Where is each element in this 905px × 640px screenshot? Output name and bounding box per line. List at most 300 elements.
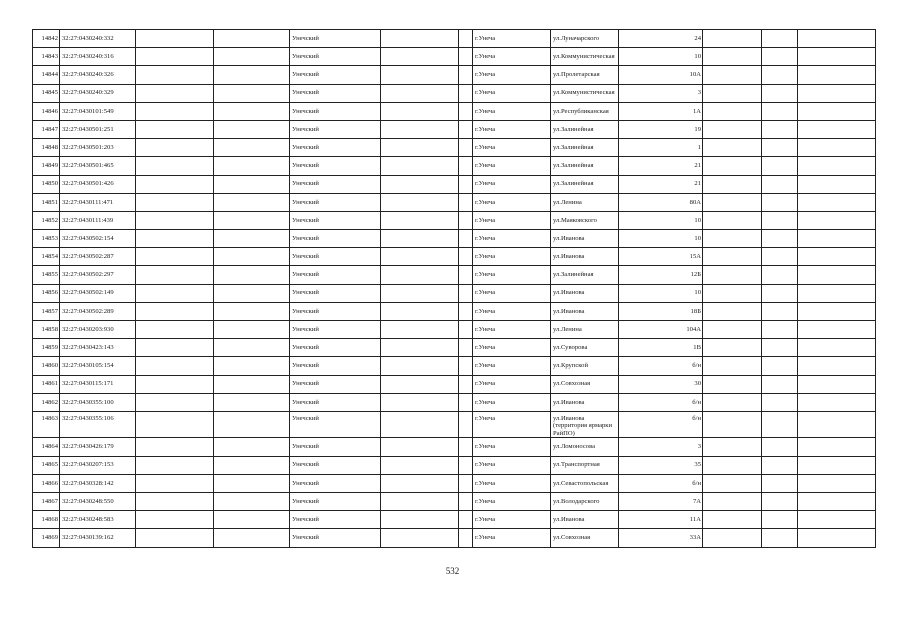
cell-empty [381, 493, 459, 511]
cell-empty [381, 456, 459, 474]
cell-cadastral-number: 32:27:0430248:550 [60, 493, 136, 511]
cell-empty [136, 102, 214, 120]
cell-empty [703, 302, 762, 320]
cell-town: г.Унеча [473, 393, 551, 411]
table-row [33, 302, 876, 320]
cell-empty [798, 474, 876, 492]
cell-row-number: 14865 [33, 456, 60, 474]
cell-empty [459, 411, 473, 438]
cell-empty [214, 30, 290, 48]
cell-house-number: 33А [619, 529, 703, 547]
cell-row-number: 14863 [33, 411, 60, 438]
cell-street: ул.Ломоносова [551, 438, 619, 456]
cell-empty [459, 511, 473, 529]
cell-empty [798, 493, 876, 511]
cell-empty [459, 375, 473, 393]
cell-empty [136, 66, 214, 84]
table-row [33, 175, 876, 193]
cell-district: Унечский [290, 84, 381, 102]
cell-district: Унечский [290, 193, 381, 211]
cell-empty [703, 493, 762, 511]
cell-town: г.Унеча [473, 284, 551, 302]
cell-empty [214, 66, 290, 84]
cell-street: ул.Совхозная [551, 529, 619, 547]
cell-empty [459, 266, 473, 284]
cell-district: Унечский [290, 321, 381, 339]
cell-empty [459, 438, 473, 456]
cell-house-number: 24 [619, 30, 703, 48]
cell-empty [762, 339, 798, 357]
cell-empty [798, 230, 876, 248]
cell-empty [381, 175, 459, 193]
cell-empty [214, 493, 290, 511]
cell-empty [214, 120, 290, 138]
cell-cadastral-number: 32:27:0430502:289 [60, 302, 136, 320]
table-row [33, 529, 876, 547]
cell-empty [762, 30, 798, 48]
register-body [33, 30, 876, 548]
cell-district: Унечский [290, 339, 381, 357]
cell-town: г.Унеча [473, 157, 551, 175]
cell-empty [214, 157, 290, 175]
cell-street: ул.Залинейная [551, 139, 619, 157]
cell-cadastral-number: 32:27:0430101:549 [60, 102, 136, 120]
cell-district: Унечский [290, 175, 381, 193]
cell-empty [214, 511, 290, 529]
cell-empty [381, 357, 459, 375]
cell-empty [381, 411, 459, 438]
cell-town: г.Унеча [473, 230, 551, 248]
cell-town: г.Унеча [473, 357, 551, 375]
cell-town: г.Унеча [473, 302, 551, 320]
cell-empty [703, 511, 762, 529]
cell-empty [214, 529, 290, 547]
cell-empty [762, 357, 798, 375]
cell-street: ул.Ленина [551, 321, 619, 339]
cell-row-number: 14851 [33, 193, 60, 211]
cell-town: г.Унеча [473, 30, 551, 48]
cell-district: Унечский [290, 102, 381, 120]
cell-empty [798, 157, 876, 175]
cell-row-number: 14850 [33, 175, 60, 193]
cell-row-number: 14856 [33, 284, 60, 302]
cell-empty [459, 102, 473, 120]
table-row [33, 230, 876, 248]
cell-row-number: 14864 [33, 438, 60, 456]
cell-empty [459, 284, 473, 302]
cell-district: Унечский [290, 474, 381, 492]
cell-empty [703, 284, 762, 302]
cell-empty [703, 438, 762, 456]
cell-district: Унечский [290, 411, 381, 438]
cell-row-number: 14847 [33, 120, 60, 138]
cell-empty [703, 248, 762, 266]
cell-empty [459, 339, 473, 357]
cell-row-number: 14857 [33, 302, 60, 320]
register-table [32, 29, 876, 548]
cell-empty [459, 474, 473, 492]
cell-empty [798, 302, 876, 320]
cell-town: г.Унеча [473, 139, 551, 157]
cell-empty [136, 375, 214, 393]
cell-cadastral-number: 32:27:0430328:142 [60, 474, 136, 492]
cell-house-number: 3 [619, 438, 703, 456]
cell-town: г.Унеча [473, 84, 551, 102]
table-row [33, 321, 876, 339]
cell-empty [762, 321, 798, 339]
cell-empty [214, 84, 290, 102]
cell-house-number: б/н [619, 411, 703, 438]
cell-empty [381, 375, 459, 393]
cell-empty [459, 48, 473, 66]
cell-house-number: 35 [619, 456, 703, 474]
table-row [33, 248, 876, 266]
cell-empty [381, 139, 459, 157]
cell-empty [381, 284, 459, 302]
cell-house-number: 10 [619, 48, 703, 66]
cell-cadastral-number: 32:27:0430426:179 [60, 438, 136, 456]
cell-empty [136, 230, 214, 248]
cell-district: Унечский [290, 493, 381, 511]
cell-empty [798, 411, 876, 438]
cell-street: ул.Суворова [551, 339, 619, 357]
cell-empty [703, 474, 762, 492]
cell-street: ул.Иванова [551, 284, 619, 302]
cell-district: Унечский [290, 30, 381, 48]
cell-cadastral-number: 32:27:0430207:153 [60, 456, 136, 474]
cell-town: г.Унеча [473, 438, 551, 456]
cell-empty [798, 193, 876, 211]
cell-empty [459, 175, 473, 193]
cell-row-number: 14861 [33, 375, 60, 393]
cell-empty [703, 339, 762, 357]
cell-house-number: 30 [619, 375, 703, 393]
cell-house-number: 10 [619, 230, 703, 248]
cell-district: Унечский [290, 157, 381, 175]
cell-empty [136, 284, 214, 302]
cell-empty [459, 157, 473, 175]
cell-district: Унечский [290, 302, 381, 320]
cell-empty [762, 193, 798, 211]
table-row [33, 375, 876, 393]
cell-street: ул.Залинейная [551, 157, 619, 175]
cell-empty [136, 511, 214, 529]
cell-house-number: 1 [619, 139, 703, 157]
cell-district: Унечский [290, 529, 381, 547]
table-row [33, 411, 876, 438]
cell-empty [762, 511, 798, 529]
cell-house-number: 7А [619, 493, 703, 511]
cell-empty [381, 474, 459, 492]
cell-empty [459, 211, 473, 229]
cell-house-number: 21 [619, 157, 703, 175]
cell-empty [703, 211, 762, 229]
cell-street: ул.Коммунистическая [551, 48, 619, 66]
cell-empty [762, 211, 798, 229]
cell-empty [762, 302, 798, 320]
cell-empty [214, 375, 290, 393]
cell-empty [136, 139, 214, 157]
cell-cadastral-number: 32:27:0430355:106 [60, 411, 136, 438]
cell-street: ул.Иванова [551, 302, 619, 320]
cell-empty [703, 120, 762, 138]
cell-empty [214, 139, 290, 157]
cell-district: Унечский [290, 357, 381, 375]
cell-empty [798, 120, 876, 138]
cell-empty [762, 456, 798, 474]
cell-empty [798, 393, 876, 411]
cell-empty [136, 175, 214, 193]
cell-empty [762, 175, 798, 193]
cell-empty [214, 393, 290, 411]
cell-empty [136, 321, 214, 339]
cell-street: ул.Иванова [551, 393, 619, 411]
cell-empty [703, 393, 762, 411]
cell-empty [459, 357, 473, 375]
cell-empty [762, 493, 798, 511]
cell-row-number: 14845 [33, 84, 60, 102]
table-row [33, 357, 876, 375]
cell-empty [762, 438, 798, 456]
cell-empty [214, 211, 290, 229]
cell-empty [762, 230, 798, 248]
cell-empty [381, 438, 459, 456]
cell-empty [762, 248, 798, 266]
cell-row-number: 14849 [33, 157, 60, 175]
cell-cadastral-number: 32:27:0430203:930 [60, 321, 136, 339]
cell-street: ул.Ленина [551, 193, 619, 211]
cell-empty [381, 84, 459, 102]
cell-empty [703, 102, 762, 120]
cell-house-number: б/н [619, 393, 703, 411]
cell-empty [459, 321, 473, 339]
cell-house-number: 12Б [619, 266, 703, 284]
cell-empty [381, 66, 459, 84]
cell-district: Унечский [290, 211, 381, 229]
cell-house-number: 11А [619, 511, 703, 529]
table-row [33, 438, 876, 456]
cell-house-number: 19 [619, 120, 703, 138]
cell-empty [762, 375, 798, 393]
cell-row-number: 14846 [33, 102, 60, 120]
cell-cadastral-number: 32:27:0430111:439 [60, 211, 136, 229]
cell-street: ул.Иванова (территория ярмарки РайПО) [551, 411, 619, 438]
cell-empty [798, 266, 876, 284]
cell-empty [459, 230, 473, 248]
cell-empty [762, 84, 798, 102]
cell-empty [459, 456, 473, 474]
cell-empty [381, 339, 459, 357]
cell-empty [798, 456, 876, 474]
cell-empty [214, 102, 290, 120]
cell-street: ул.Иванова [551, 511, 619, 529]
cell-empty [703, 66, 762, 84]
cell-town: г.Унеча [473, 193, 551, 211]
cell-street: ул.Иванова [551, 248, 619, 266]
cell-empty [381, 302, 459, 320]
cell-empty [459, 302, 473, 320]
cell-town: г.Унеча [473, 511, 551, 529]
cell-district: Унечский [290, 139, 381, 157]
cell-empty [703, 357, 762, 375]
cell-empty [762, 529, 798, 547]
cell-town: г.Унеча [473, 175, 551, 193]
cell-empty [459, 393, 473, 411]
cell-house-number: 18Б [619, 302, 703, 320]
cell-town: г.Унеча [473, 456, 551, 474]
cell-empty [798, 438, 876, 456]
cell-street: ул.Иванова [551, 230, 619, 248]
cell-cadastral-number: 32:27:0430240:326 [60, 66, 136, 84]
cell-house-number: 10 [619, 211, 703, 229]
cell-empty [214, 302, 290, 320]
cell-empty [459, 66, 473, 84]
cell-empty [798, 357, 876, 375]
cell-empty [798, 284, 876, 302]
cell-empty [381, 321, 459, 339]
cell-district: Унечский [290, 230, 381, 248]
cell-row-number: 14842 [33, 30, 60, 48]
table-row [33, 284, 876, 302]
cell-cadastral-number: 32:27:0430502:154 [60, 230, 136, 248]
cell-empty [381, 48, 459, 66]
cell-empty [703, 456, 762, 474]
cell-town: г.Унеча [473, 120, 551, 138]
cell-empty [798, 321, 876, 339]
cell-district: Унечский [290, 375, 381, 393]
cell-empty [214, 175, 290, 193]
cell-cadastral-number: 32:27:0430501:251 [60, 120, 136, 138]
cell-town: г.Унеча [473, 339, 551, 357]
cell-street: ул.Залинейная [551, 266, 619, 284]
cell-cadastral-number: 32:27:0430501:203 [60, 139, 136, 157]
cell-cadastral-number: 32:27:0430423:143 [60, 339, 136, 357]
page-number: 532 [445, 566, 460, 576]
table-row [33, 339, 876, 357]
cell-empty [136, 357, 214, 375]
cell-house-number: 104А [619, 321, 703, 339]
cell-empty [381, 30, 459, 48]
cell-empty [214, 411, 290, 438]
cell-empty [798, 48, 876, 66]
cell-district: Унечский [290, 284, 381, 302]
cell-empty [136, 493, 214, 511]
cell-empty [381, 157, 459, 175]
cell-house-number: 1А [619, 102, 703, 120]
cell-town: г.Унеча [473, 474, 551, 492]
cell-town: г.Унеча [473, 375, 551, 393]
cell-empty [762, 284, 798, 302]
cell-town: г.Унеча [473, 529, 551, 547]
cell-town: г.Унеча [473, 493, 551, 511]
cell-cadastral-number: 32:27:0430240:316 [60, 48, 136, 66]
cell-empty [703, 411, 762, 438]
cell-street: ул.Крупской [551, 357, 619, 375]
cell-street: ул.Володарского [551, 493, 619, 511]
cell-empty [703, 84, 762, 102]
cell-street: ул.Пролетарская [551, 66, 619, 84]
cell-row-number: 14848 [33, 139, 60, 157]
cell-empty [136, 456, 214, 474]
cell-street: ул.Республиканская [551, 102, 619, 120]
cell-empty [459, 30, 473, 48]
cell-house-number: 10 [619, 284, 703, 302]
table-row [33, 30, 876, 48]
cell-empty [381, 266, 459, 284]
cell-empty [381, 511, 459, 529]
cell-empty [798, 211, 876, 229]
cell-empty [459, 529, 473, 547]
cell-empty [798, 30, 876, 48]
cell-district: Унечский [290, 511, 381, 529]
cell-empty [762, 66, 798, 84]
cell-empty [703, 230, 762, 248]
cell-row-number: 14852 [33, 211, 60, 229]
cell-district: Унечский [290, 266, 381, 284]
cell-empty [214, 321, 290, 339]
cell-empty [136, 84, 214, 102]
table-row [33, 193, 876, 211]
cell-empty [136, 393, 214, 411]
cell-empty [381, 120, 459, 138]
cell-empty [136, 438, 214, 456]
cell-row-number: 14844 [33, 66, 60, 84]
cell-empty [798, 339, 876, 357]
cell-house-number: 1В [619, 339, 703, 357]
table-row [33, 393, 876, 411]
cell-town: г.Унеча [473, 248, 551, 266]
cell-empty [798, 375, 876, 393]
cell-house-number: 3 [619, 84, 703, 102]
cell-district: Унечский [290, 248, 381, 266]
cell-cadastral-number: 32:27:0430501:465 [60, 157, 136, 175]
cell-empty [381, 102, 459, 120]
cell-street: ул.Севастопольская [551, 474, 619, 492]
cell-empty [798, 175, 876, 193]
table-row [33, 456, 876, 474]
cell-row-number: 14862 [33, 393, 60, 411]
cell-empty [381, 211, 459, 229]
cell-empty [798, 102, 876, 120]
cell-empty [703, 30, 762, 48]
cell-district: Унечский [290, 456, 381, 474]
cell-empty [214, 284, 290, 302]
cell-empty [762, 411, 798, 438]
table-row [33, 139, 876, 157]
cell-empty [703, 48, 762, 66]
cell-empty [762, 393, 798, 411]
cell-town: г.Унеча [473, 102, 551, 120]
cell-row-number: 14867 [33, 493, 60, 511]
cell-empty [703, 375, 762, 393]
cell-empty [798, 529, 876, 547]
cell-house-number: 80А [619, 193, 703, 211]
cell-empty [381, 230, 459, 248]
cell-empty [136, 157, 214, 175]
cell-empty [798, 139, 876, 157]
cell-empty [703, 321, 762, 339]
cell-town: г.Унеча [473, 48, 551, 66]
cell-town: г.Унеча [473, 211, 551, 229]
cell-empty [214, 357, 290, 375]
cell-empty [136, 411, 214, 438]
cell-empty [798, 511, 876, 529]
cell-empty [459, 193, 473, 211]
cell-empty [214, 456, 290, 474]
cell-empty [762, 48, 798, 66]
cell-district: Унечский [290, 48, 381, 66]
cell-street: ул.Коммунистическая [551, 84, 619, 102]
